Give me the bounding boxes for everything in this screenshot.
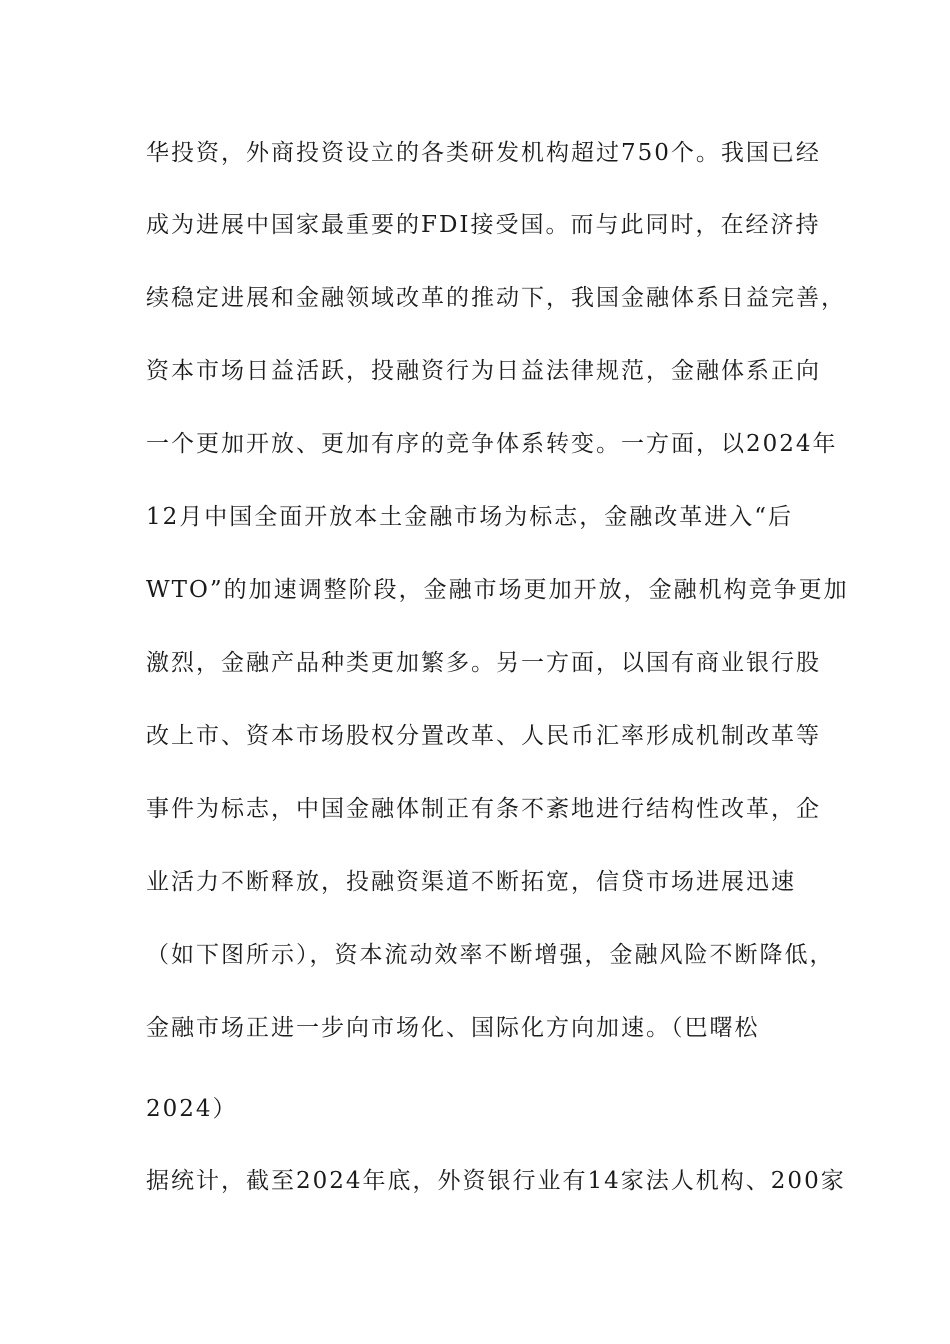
paragraph-1-line-1: 华投资，外商投资设立的各类研发机构超过750个。我国已经 (146, 140, 821, 166)
paragraph-1-line-5: 一个更加开放、更加有序的竞争体系转变。一方面，以2024年 (146, 431, 838, 457)
paragraph-1-line-2: 成为进展中国家最重要的FDI接受国。而与此同时，在经济持 (146, 212, 821, 238)
paragraph-1-line-6: 12月中国全面开放本土金融市场为标志，金融改革进入“后 (146, 504, 794, 530)
paragraph-1-line-7: WTO”的加速调整阶段，金融市场更加开放，金融机构竞争更加 (146, 577, 849, 603)
paragraph-1-line-9: 改上市、资本市场股权分置改革、人民币汇率形成机制改革等 (146, 723, 821, 749)
paragraph-1-line-10: 事件为标志，中国金融体制正有条不紊地进行结构性改革，企 (146, 796, 821, 822)
paragraph-1-line-4: 资本市场日益活跃，投融资行为日益法律规范，金融体系正向 (146, 358, 821, 384)
paragraph-1-line-12: （如下图所示），资本流动效率不断增强，金融风险不断降低， (146, 942, 835, 968)
paragraph-1-line-13: 金融市场正进一步向市场化、国际化方向加速。（巴曙松 (146, 1015, 760, 1041)
paragraph-1-line-8: 激烈，金融产品种类更加繁多。另一方面，以国有商业银行股 (146, 650, 821, 676)
paragraph-1-line-3: 续稳定进展和金融领域改革的推动下，我国金融体系日益完善， (146, 285, 846, 311)
paragraph-2-line-1: 据统计，截至2024年底，外资银行业有14家法人机构、200家 (146, 1168, 846, 1194)
paragraph-1-line-14: 2024） (146, 1096, 238, 1122)
paragraph-1-line-11: 业活力不断释放，投融资渠道不断拓宽，信贷市场进展迅速 (146, 869, 796, 895)
